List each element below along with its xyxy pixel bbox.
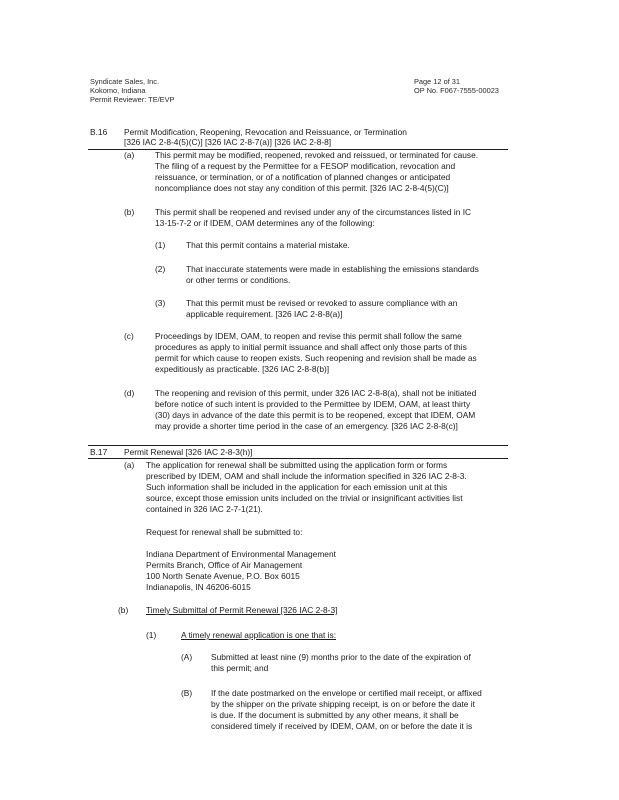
- b16-c-line: procedures as apply to initial permit issuance and shall affect only those parts of this: [155, 342, 467, 352]
- section-b16-title: Permit Modification, Reopening, Revocation and Reissuance, or Termination: [124, 127, 407, 137]
- header-reviewer: Permit Reviewer: TE/EVP: [90, 95, 175, 104]
- b17-A-label: (A): [181, 652, 193, 662]
- b17-B-line: by the shipper on the private shipping receipt, is on or before the date it: [211, 699, 475, 709]
- b16-a-line: noncompliance does not stay any condition of this permit. [326 IAC 2-8-4(5)(C)]: [155, 183, 449, 193]
- b16-b-line: This permit shall be reopened and revised under any of the circumstances listed in IC: [155, 207, 472, 217]
- b16-b3-label: (3): [155, 298, 166, 308]
- b17-a-line: contained in 326 IAC 2-7-1(21).: [146, 504, 263, 514]
- b16-d-line: (30) days in advance of the date this permit is to be reopened, except that IDEM, OAM: [155, 410, 476, 420]
- b17-b-label: (b): [118, 605, 129, 615]
- b16-a-line: This permit may be modified, reopened, revoked and reissued, or terminated for cause.: [155, 150, 479, 160]
- b16-b1-line: That this permit contains a material mistake.: [186, 240, 350, 250]
- b16-b2-line: That inaccurate statements were made in establishing the emissions standards: [186, 264, 479, 274]
- b17-b1-text: A timely renewal application is one that is:: [181, 630, 337, 640]
- section-b16-citation: [326 IAC 2-8-4(5)(C)] [326 IAC 2-8-7(a)] [326 IAC 2-8-8]: [124, 137, 332, 147]
- b17-b1-label: (1): [146, 630, 157, 640]
- b16-a-line: reissuance, or termination, or of a notification of planned changes or anticipated: [155, 172, 451, 182]
- b17-A-line: Submitted at least nine (9) months prior to the date of the expiration of: [211, 652, 471, 662]
- b17-B-label: (B): [181, 688, 193, 698]
- header-location: Kokomo, Indiana: [90, 86, 146, 95]
- b17-a-line: prescribed by IDEM, OAM and shall include the information specified in 326 IAC 2-8-3.: [146, 471, 467, 481]
- b17-a-label: (a): [124, 460, 135, 470]
- header-company: Syndicate Sales, Inc.: [90, 77, 160, 86]
- b16-d-line: may provide a shorter time period in the case of an emergency. [326 IAC 2-8-8(c)]: [155, 421, 458, 431]
- b16-b3-line: applicable requirement. [326 IAC 2-8-8(a)]: [186, 309, 343, 319]
- b16-c-line: permit for which cause to reopen exists. Such reopening and revision shall be made as: [155, 353, 477, 363]
- b17-request-line: Request for renewal shall be submitted to:: [146, 527, 303, 537]
- address-line: Indiana Department of Environmental Management: [146, 549, 336, 559]
- b17-B-line: is due. If the document is submitted by any other means, it shall be: [211, 710, 459, 720]
- section-b17-rule: [88, 458, 508, 459]
- b16-b1-label: (1): [155, 240, 166, 250]
- address-line: 100 North Senate Avenue, P.O. Box 6015: [146, 571, 300, 581]
- b16-c-line: Proceedings by IDEM, OAM, to reopen and revise this permit shall follow the same: [155, 331, 462, 341]
- b17-b-title: Timely Submittal of Permit Renewal [326 IAC 2-8-3]: [146, 605, 338, 615]
- section-b17-number: B.17: [90, 447, 108, 457]
- b16-b3-line: That this permit must be revised or revoked to assure compliance with an: [186, 298, 458, 308]
- address-line: Indianapolis, IN 46206-6015: [146, 582, 251, 592]
- section-b17-title: Permit Renewal [326 IAC 2-8-3(h)]: [124, 447, 253, 457]
- b16-d-label: (d): [124, 388, 135, 398]
- header-page-number: Page 12 of 31: [414, 77, 461, 86]
- b16-c-line: expeditiously as practicable. [326 IAC 2-8-8(b)]: [155, 364, 330, 374]
- b17-B-line: If the date postmarked on the envelope or certified mail receipt, or affixed: [211, 688, 482, 698]
- b16-d-line: The reopening and revision of this permit, under 326 IAC 2-8-8(a), shall not be initiated: [155, 388, 477, 398]
- b17-A-line: this permit; and: [211, 663, 269, 673]
- header-permit-number: OP No. F067-7555-00023: [414, 86, 499, 95]
- b17-a-line: source, except those emission units included on the trivial or insignificant activities list: [146, 493, 463, 503]
- section-b17-top-rule: [88, 445, 508, 446]
- b16-c-label: (c): [124, 331, 134, 341]
- b16-b-line: 13-15-7-2 or if IDEM, OAM determines any of the following:: [155, 218, 375, 228]
- b16-b2-line: or other terms or conditions.: [186, 275, 291, 285]
- b16-a-label: (a): [124, 150, 135, 160]
- address-line: Permits Branch, Office of Air Management: [146, 560, 303, 570]
- b17-a-line: The application for renewal shall be submitted using the application form or forms: [146, 460, 448, 470]
- b16-d-line: before notice of such intent is provided to the Permittee by IDEM, OAM, at least thirty: [155, 399, 471, 409]
- b17-B-line: considered timely if received by IDEM, OAM, on or before the date it is: [211, 721, 473, 731]
- b16-a-line: The filing of a request by the Permittee for a FESOP modification, revocation and: [155, 161, 456, 171]
- b16-b-label: (b): [124, 207, 135, 217]
- b16-b2-label: (2): [155, 264, 166, 274]
- b17-a-line: Such information shall be included in the application for each emission unit at this: [146, 482, 448, 492]
- section-b16-number: B.16: [90, 127, 108, 137]
